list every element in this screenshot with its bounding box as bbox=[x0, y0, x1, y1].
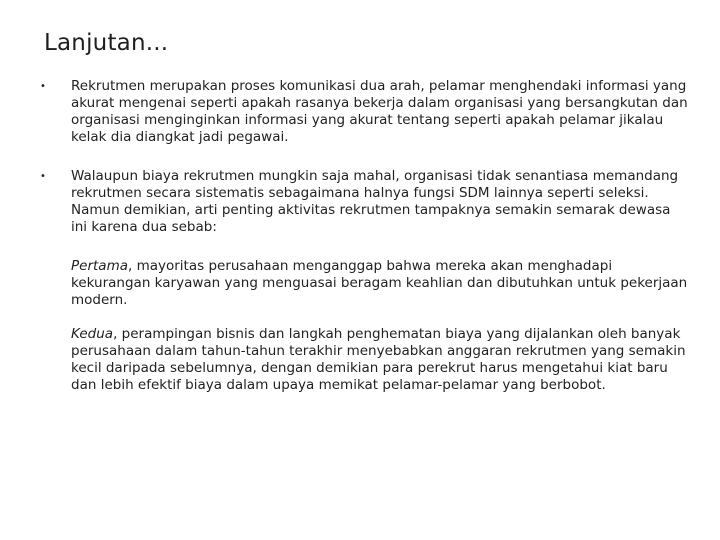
bullet-item bbox=[38, 168, 688, 236]
reason-lead: Kedua bbox=[71, 326, 114, 342]
slide-title: Lanjutan... bbox=[44, 30, 169, 56]
bullet-text: Walaupun biaya rekrutmen mungkin saja mahal, organisasi tidak senantiasa memandang rekrutmen secara sistematis sebagaimana halnya fungsi SDM lainnya seperti seleksi. Namun demikian, arti penting aktivitas rekrutmen tampaknya semakin semarak dewasa ini karena dua sebab: bbox=[71, 168, 679, 235]
bullet-text: Rekrutmen merupakan proses komunikasi dua arah, pelamar menghendaki informasi yang akurat mengenai seperti apakah rasanya bekerja dalam organisasi yang bersangkutan dan organisasi menginginkan informasi yang akurat tentang seperti apakah pelamar jikalau kelak dia diangkat jadi pegawai. bbox=[71, 78, 688, 145]
reason-paragraph bbox=[71, 326, 688, 394]
bullet-item bbox=[38, 78, 688, 146]
bullet-marker: • bbox=[40, 81, 46, 92]
bullet-marker: • bbox=[40, 171, 46, 182]
reason-paragraph bbox=[71, 258, 688, 309]
slide-content bbox=[38, 78, 688, 411]
reason-lead: Pertama bbox=[71, 258, 128, 274]
reason-text: , mayoritas perusahaan menganggap bahwa mereka akan menghadapi kekurangan karyawan yang menguasai beragam keahlian dan dibutuhkan untuk pekerjaan modern. bbox=[71, 258, 688, 308]
reason-text: , perampingan bisnis dan langkah penghematan biaya yang dijalankan oleh banyak perusahaan dalam tahun-tahun terakhir menyebabkan anggaran rekrutmen yang semakin kecil daripada sebelumnya, dengan demikian para perekrut harus mengetahui kiat baru dan lebih efektif biaya dalam upaya memikat pelamar-pelamar yang berbobot. bbox=[71, 326, 686, 393]
